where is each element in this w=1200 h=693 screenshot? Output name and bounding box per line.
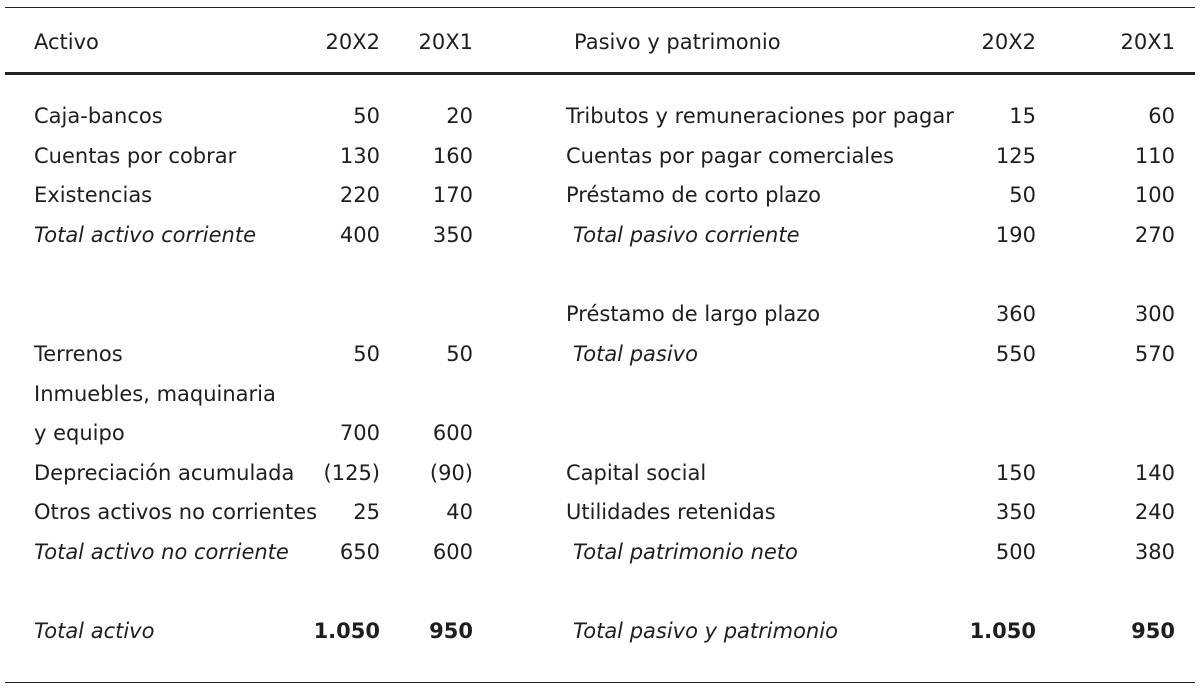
header-liab-year-b: 20X1 <box>1120 30 1175 54</box>
asset-row-label: Total activo no corriente <box>34 540 289 564</box>
liability-row-label: Total pasivo corriente <box>573 223 800 247</box>
liability-value-20x2: 150 <box>995 461 1036 485</box>
asset-value-20x1: 160 <box>432 144 473 168</box>
liability-row-label: Préstamo de corto plazo <box>566 183 822 207</box>
asset-row-label: y equipo <box>34 421 125 445</box>
asset-value-20x1: 600 <box>432 540 473 564</box>
bottom-rule <box>5 682 1195 683</box>
asset-value-20x2: (125) <box>323 461 380 485</box>
liability-row-label: Total pasivo <box>573 342 698 366</box>
asset-value-20x2: 130 <box>339 144 380 168</box>
liability-value-20x1: 60 <box>1148 104 1175 128</box>
liability-row-label: Total patrimonio neto <box>573 540 798 564</box>
asset-value-20x2: 400 <box>339 223 380 247</box>
liability-value-20x2: 15 <box>1009 104 1036 128</box>
asset-value-20x1: 20 <box>446 104 473 128</box>
liability-value-20x2: 550 <box>995 342 1036 366</box>
liability-row-label: Cuentas por pagar comerciales <box>566 144 895 168</box>
asset-row-label: Total activo <box>34 619 155 643</box>
liability-value-20x1: 110 <box>1134 144 1175 168</box>
asset-value-20x1: 350 <box>432 223 473 247</box>
asset-value-20x2: 50 <box>353 104 380 128</box>
asset-row-label: Otros activos no corrientes <box>34 500 318 524</box>
asset-value-20x1: 170 <box>432 183 473 207</box>
header-assets-year-a: 20X2 <box>325 30 380 54</box>
header-assets-year-b: 20X1 <box>418 30 473 54</box>
asset-value-20x2: 220 <box>339 183 380 207</box>
asset-value-20x1: 40 <box>446 500 473 524</box>
asset-row-label: Terrenos <box>34 342 123 366</box>
liability-value-20x2: 50 <box>1009 183 1036 207</box>
asset-row-label: Cuentas por cobrar <box>34 144 237 168</box>
asset-value-20x2: 50 <box>353 342 380 366</box>
liability-value-20x1: 380 <box>1134 540 1175 564</box>
top-rule <box>5 7 1195 8</box>
asset-value-20x2: 25 <box>353 500 380 524</box>
asset-row-label: Inmuebles, maquinaria <box>34 382 276 406</box>
header-pasivo-patrimonio: Pasivo y patrimonio <box>574 30 781 54</box>
liability-value-20x2: 350 <box>995 500 1036 524</box>
liability-row-label: Tributos y remuneraciones por pagar <box>566 104 954 128</box>
asset-value-20x2: 1.050 <box>313 619 380 643</box>
liability-value-20x2: 190 <box>995 223 1036 247</box>
asset-row-label: Depreciación acumulada <box>34 461 295 485</box>
asset-row-label: Existencias <box>34 183 153 207</box>
asset-value-20x1: (90) <box>429 461 473 485</box>
liability-row-label: Capital social <box>566 461 707 485</box>
liability-value-20x2: 1.050 <box>969 619 1036 643</box>
header-activo: Activo <box>34 30 99 54</box>
liability-value-20x1: 240 <box>1134 500 1175 524</box>
liability-value-20x1: 570 <box>1134 342 1175 366</box>
asset-value-20x1: 950 <box>429 619 473 643</box>
liability-value-20x1: 100 <box>1134 183 1175 207</box>
liability-value-20x2: 125 <box>995 144 1036 168</box>
asset-value-20x1: 600 <box>432 421 473 445</box>
liability-value-20x2: 360 <box>995 302 1036 326</box>
asset-row-label: Caja-bancos <box>34 104 163 128</box>
liability-row-label: Total pasivo y patrimonio <box>573 619 838 643</box>
asset-value-20x2: 650 <box>339 540 380 564</box>
liability-value-20x2: 500 <box>995 540 1036 564</box>
liability-value-20x1: 950 <box>1131 619 1175 643</box>
liability-value-20x1: 270 <box>1134 223 1175 247</box>
liability-row-label: Utilidades retenidas <box>566 500 776 524</box>
header-liab-year-a: 20X2 <box>981 30 1036 54</box>
liability-value-20x1: 300 <box>1134 302 1175 326</box>
asset-row-label: Total activo corriente <box>34 223 257 247</box>
liability-value-20x1: 140 <box>1134 461 1175 485</box>
asset-value-20x1: 50 <box>446 342 473 366</box>
header-rule <box>5 72 1195 75</box>
liability-row-label: Préstamo de largo plazo <box>566 302 821 326</box>
asset-value-20x2: 700 <box>339 421 380 445</box>
